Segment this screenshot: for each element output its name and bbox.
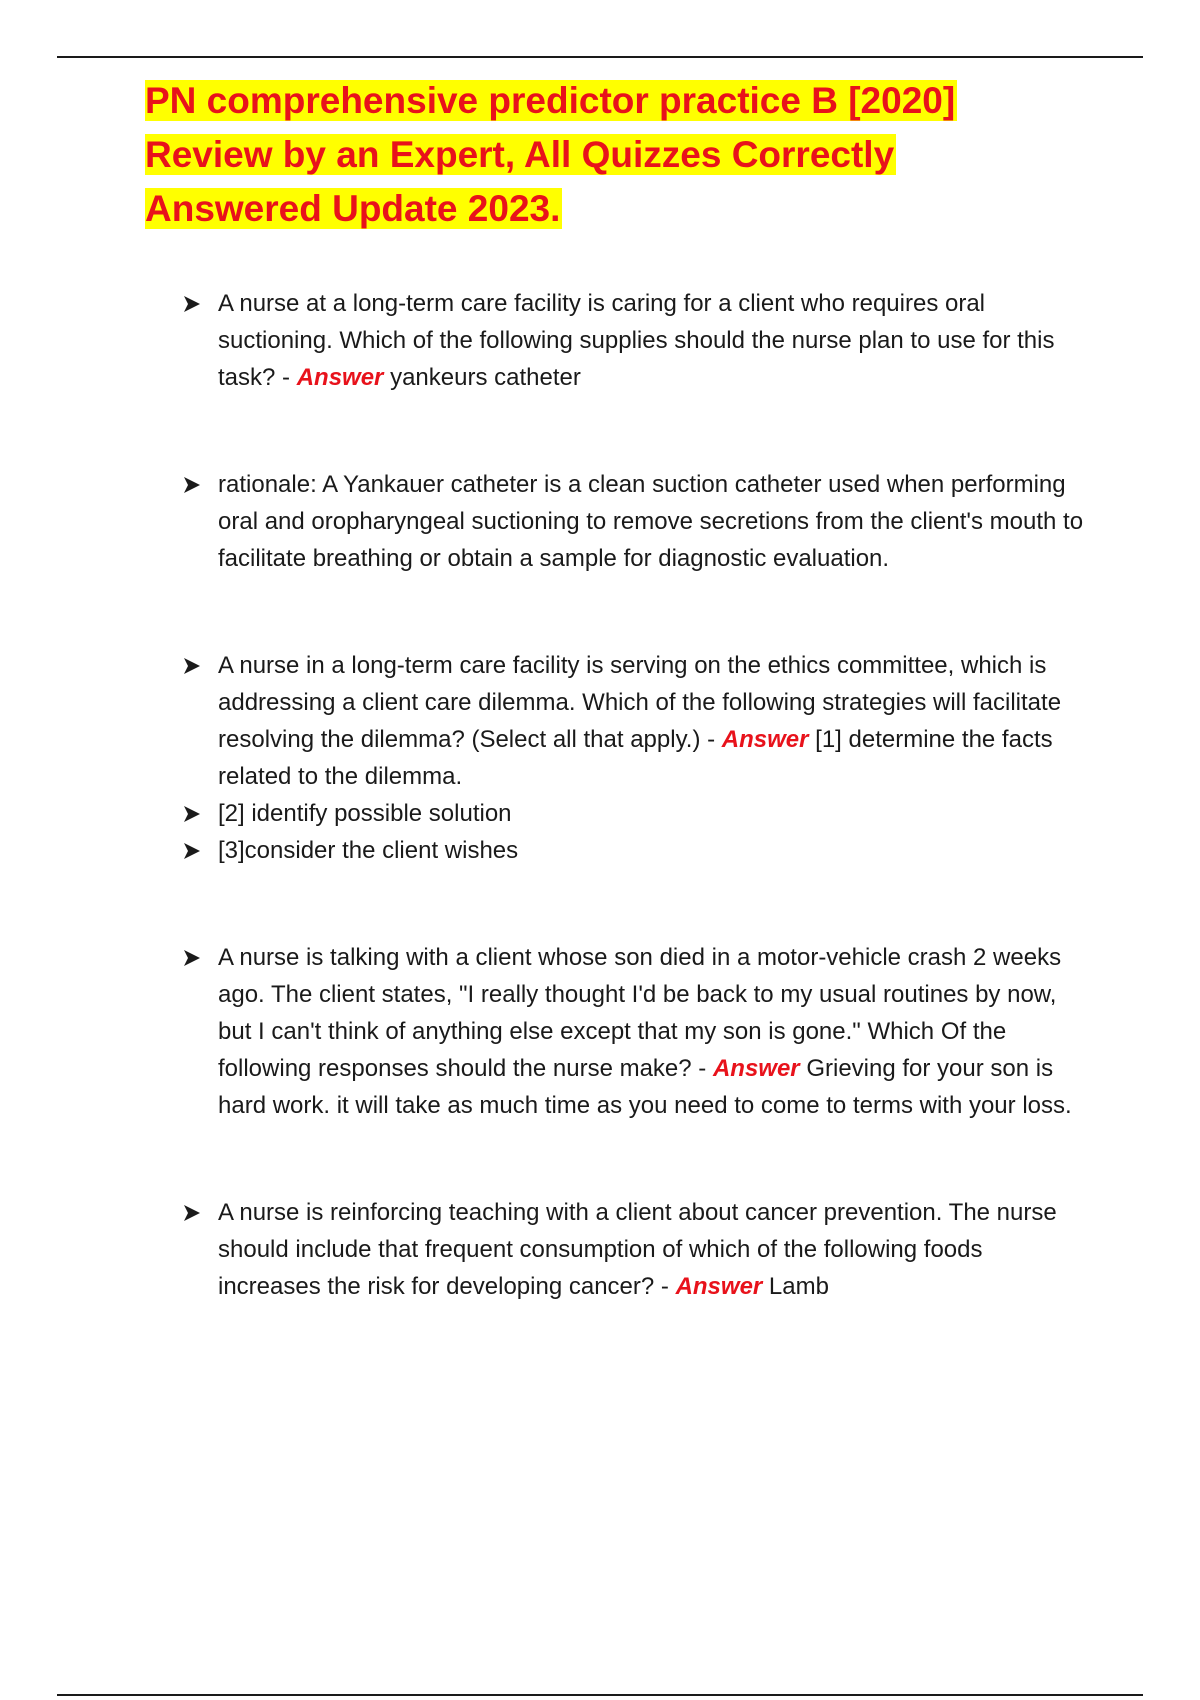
question-group-3: [180, 939, 1090, 1124]
answer-text: Grieving for your son is hard work. it will take as much time as you need to come to terms with your loss.: [218, 1055, 1072, 1119]
bottom-rule: [57, 1694, 1143, 1696]
question-item: [180, 1194, 1090, 1305]
question-text: A nurse is reinforcing teaching with a client about cancer prevention. The nurse should include that frequent consumption of which of the following foods increases the risk for developing cancer? -: [218, 1199, 1057, 1300]
answer-label: Answer: [675, 1273, 763, 1300]
title-line-1: PN comprehensive predictor practice B [2020]: [145, 80, 956, 121]
arrow-bullet-icon: [182, 948, 202, 968]
title-line-2: Review by an Expert, All Quizzes Correctly: [145, 134, 895, 175]
answer-text: [2] identify possible solution: [218, 800, 512, 827]
question-group-1: [180, 285, 1090, 396]
answer-label: Answer: [712, 1055, 800, 1082]
question-group-4: [180, 1194, 1090, 1305]
answer-item: [180, 832, 1090, 869]
answer-text: [1] determine the facts related to the dilemma.: [218, 726, 1053, 790]
answer-label: Answer: [296, 364, 384, 391]
answer-text: yankeurs catheter: [383, 364, 581, 391]
question-item: [180, 647, 1090, 795]
question-group-2: [180, 647, 1090, 869]
rationale-group: [180, 466, 1090, 577]
title-line-3: Answered Update 2023.: [145, 188, 561, 229]
document-title: [145, 74, 1045, 236]
arrow-bullet-icon: [182, 804, 202, 824]
arrow-bullet-icon: [182, 841, 202, 861]
arrow-bullet-icon: [182, 656, 202, 676]
rationale-text: rationale: A Yankauer catheter is a clean suction catheter used when performing oral and oropharyngeal suctioning to remove secretions from the client's mouth to facilitate breathing or obtain a sample for diagnostic evaluation.: [218, 471, 1084, 572]
top-rule: [57, 56, 1143, 58]
answer-label: Answer: [721, 726, 809, 753]
question-item: [180, 285, 1090, 396]
answer-item: [180, 795, 1090, 832]
arrow-bullet-icon: [182, 294, 202, 314]
arrow-bullet-icon: [182, 475, 202, 495]
question-list: [180, 285, 1090, 1375]
rationale-item: [180, 466, 1090, 577]
question-item: [180, 939, 1090, 1124]
question-text: A nurse in a long-term care facility is serving on the ethics committee, which is addressing a client care dilemma. Which of the following strategies will facilitate resolving the dilemma? (Select all that apply.) -: [218, 652, 1062, 753]
answer-text: [3]consider the client wishes: [218, 837, 519, 864]
question-text: A nurse is talking with a client whose son died in a motor-vehicle crash 2 weeks ago. The client states, "I really thought I'd be back to my usual routines by now, but I can't think of anything else except that my son is gone." Which Of the following responses should the nurse make? -: [218, 944, 1062, 1082]
arrow-bullet-icon: [182, 1203, 202, 1223]
question-text: A nurse at a long-term care facility is caring for a client who requires oral suctioning. Which of the following supplies should the nurse plan to use for this task? -: [218, 290, 1055, 391]
answer-text: Lamb: [762, 1273, 829, 1300]
